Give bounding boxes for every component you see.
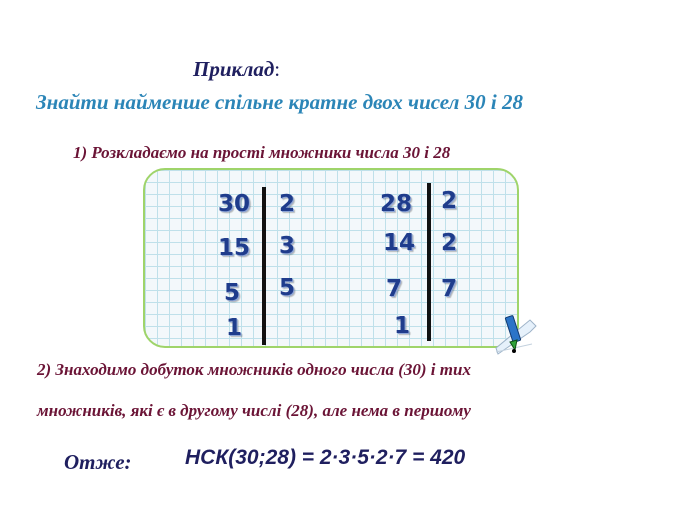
step2-line2: множників, які є в другому числі (28), але нема в першому <box>37 401 471 420</box>
conclusion-label: Отже: <box>64 450 132 474</box>
factor-30-a: 2 <box>279 191 296 217</box>
dividend-30: 30 <box>218 191 251 217</box>
pencil-icon <box>490 310 538 360</box>
divider-line-30 <box>262 187 266 345</box>
step2-line1: 2) Знаходимо добуток множників одного числа (30) і тих <box>37 360 471 379</box>
grid-panel <box>143 168 519 348</box>
factor-28-c: 7 <box>441 276 458 302</box>
dividend-28: 28 <box>380 191 413 217</box>
example-colon: : <box>274 57 281 81</box>
dividend-1-28: 1 <box>394 313 411 339</box>
factor-30-b: 3 <box>279 233 296 259</box>
dividend-7: 7 <box>386 276 403 302</box>
example-label: Приклад <box>193 57 275 81</box>
factor-30-c: 5 <box>279 275 296 301</box>
dividend-15: 15 <box>218 235 251 261</box>
factor-28-b: 2 <box>441 230 458 256</box>
example-title <box>193 57 280 82</box>
dividend-5: 5 <box>224 280 241 306</box>
dividend-14: 14 <box>383 230 416 256</box>
factor-28-a: 2 <box>441 188 458 214</box>
lcm-formula: НСК(30;28) = 2·3·5·2·7 = 420 <box>185 446 466 469</box>
task-text: Знайти найменше спільне кратне двох чисел 30 і 28 <box>36 90 523 114</box>
dividend-1-30: 1 <box>226 315 243 341</box>
divider-line-28 <box>427 183 431 341</box>
step1-text: 1) Розкладаємо на прості множники числа 30 і 28 <box>73 143 451 162</box>
